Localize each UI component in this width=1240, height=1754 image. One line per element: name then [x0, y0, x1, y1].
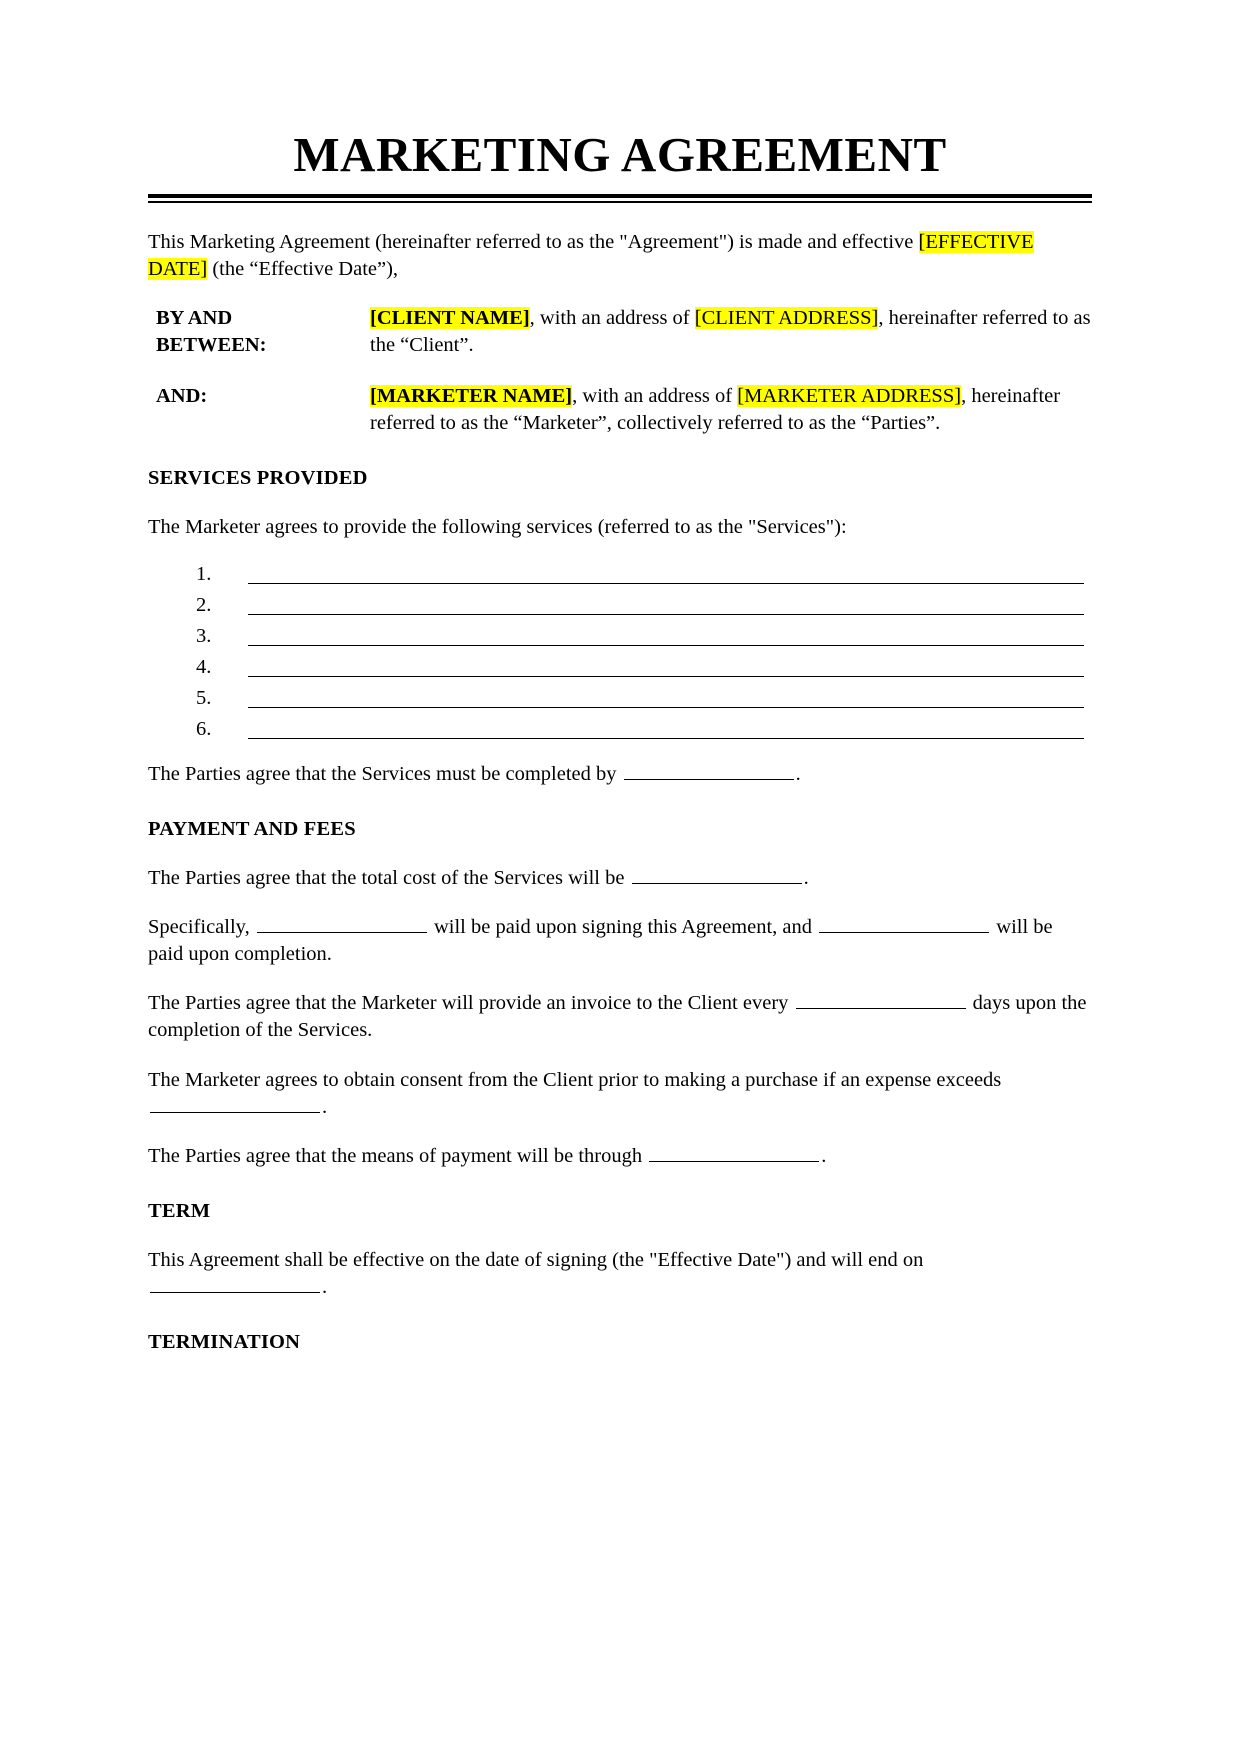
party-marketer: [148, 383, 1092, 437]
term-paragraph: [148, 1247, 1092, 1301]
payment-invoice-paragraph: [148, 990, 1092, 1044]
payment-means-paragraph: [148, 1143, 1092, 1170]
services-list: [148, 563, 1092, 739]
intro-text-after: (the “Effective Date”),: [207, 257, 399, 280]
payment-total-before: The Parties agree that the total cost of the Services will be: [148, 867, 630, 890]
payment-consent-paragraph: [148, 1067, 1092, 1121]
divider-thick: [148, 194, 1092, 198]
list-item: [196, 625, 1092, 646]
service-blank-line[interactable]: [248, 718, 1084, 739]
marketer-name-placeholder: [MARKETER NAME]: [370, 385, 573, 408]
client-address-placeholder: [CLIENT ADDRESS]: [694, 306, 879, 329]
client-mid-text: , with an address of: [529, 306, 695, 329]
section-heading-payment: PAYMENT AND FEES: [148, 818, 356, 841]
services-completion-paragraph: [148, 761, 1092, 788]
section-heading-services: SERVICES PROVIDED: [148, 467, 368, 490]
list-item: [196, 656, 1092, 677]
payment-schedule-text-1: Specifically,: [148, 916, 255, 939]
service-blank-line[interactable]: [248, 625, 1084, 646]
expense-limit-blank[interactable]: [150, 1095, 320, 1113]
list-item: [196, 687, 1092, 708]
total-cost-blank[interactable]: [632, 866, 802, 884]
party-marketer-body: [370, 383, 1092, 437]
services-completion-after: .: [795, 763, 801, 786]
invoice-text-before: The Parties agree that the Marketer will provide an invoice to the Client every: [148, 992, 794, 1015]
services-completion-before: The Parties agree that the Services must be completed by: [148, 763, 622, 786]
party-marketer-label: AND:: [156, 385, 208, 408]
intro-text-before: This Marketing Agreement (hereinafter referred to as the "Agreement") is made and effective: [148, 230, 919, 253]
upfront-amount-blank[interactable]: [257, 915, 427, 933]
invoice-days-blank[interactable]: [796, 991, 966, 1009]
service-blank-line[interactable]: [248, 594, 1084, 615]
invoice-text-after: days upon the completion of the Services.: [148, 992, 1087, 1042]
payment-schedule-text-3: will be paid upon completion.: [148, 916, 1053, 966]
intro-paragraph: [148, 229, 1092, 283]
client-tail-text: , hereinafter referred to as the “Client”.: [370, 306, 1091, 357]
party-client-body: [370, 305, 1092, 359]
marketer-tail-text: , hereinafter referred to as the “Marketer”, collectively referred to as the “Parties”.: [370, 385, 1061, 435]
marketer-address-placeholder: [MARKETER ADDRESS]: [737, 385, 962, 408]
services-intro: The Marketer agrees to provide the following services (referred to as the "Services"):: [148, 516, 847, 539]
payment-means-blank[interactable]: [649, 1144, 819, 1162]
end-date-blank[interactable]: [150, 1275, 320, 1293]
consent-text-before: The Marketer agrees to obtain consent from the Client prior to making a purchase if an expense exceeds: [148, 1068, 1002, 1091]
list-item: [196, 563, 1092, 584]
list-item: [196, 718, 1092, 739]
section-heading-termination: TERMINATION: [148, 1330, 301, 1353]
section-heading-term: TERM: [148, 1199, 211, 1222]
payment-schedule-paragraph: [148, 914, 1092, 968]
client-name-placeholder: [CLIENT NAME]: [370, 306, 530, 329]
page-title: MARKETING AGREEMENT: [293, 127, 947, 182]
term-text-before: This Agreement shall be effective on the date of signing (the "Effective Date") and will end on: [148, 1248, 924, 1271]
marketer-mid-text: , with an address of: [572, 385, 738, 408]
payment-total-after: .: [803, 867, 809, 890]
completion-date-blank[interactable]: [624, 762, 794, 780]
title-divider: [148, 194, 1092, 203]
payment-total-cost-paragraph: [148, 865, 1092, 892]
completion-amount-blank[interactable]: [819, 915, 989, 933]
payment-schedule-text-2: will be paid upon signing this Agreement, and: [428, 916, 818, 939]
list-item: [196, 594, 1092, 615]
divider-thin: [148, 201, 1092, 203]
term-text-after: .: [322, 1275, 328, 1298]
party-client-label: BY AND BETWEEN:: [156, 306, 267, 357]
service-blank-line[interactable]: [248, 687, 1084, 708]
party-client: [148, 305, 1092, 359]
service-blank-line[interactable]: [248, 656, 1084, 677]
means-text-before: The Parties agree that the means of payment will be through: [148, 1144, 648, 1167]
service-blank-line[interactable]: [248, 563, 1084, 584]
consent-text-after: .: [322, 1095, 328, 1118]
means-text-after: .: [821, 1144, 827, 1167]
effective-date-placeholder: [EFFECTIVE DATE]: [148, 230, 1034, 280]
